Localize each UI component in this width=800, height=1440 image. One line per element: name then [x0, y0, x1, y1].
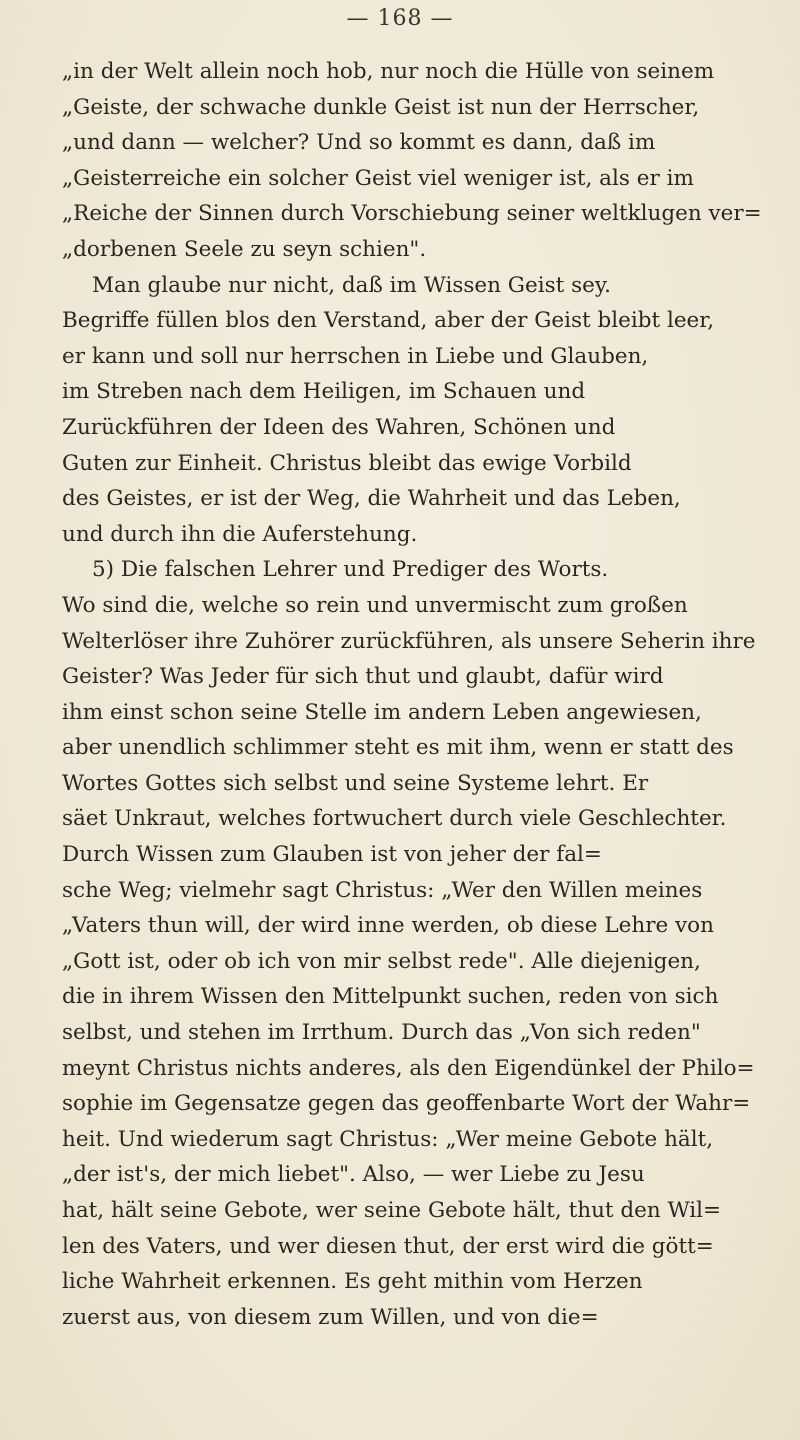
text-line: 5) Die falschen Lehrer und Prediger des Worts.	[92, 557, 609, 583]
text-line: „dorbenen Seele zu seyn schien".	[62, 236, 427, 262]
text-line: Durch Wissen zum Glauben ist von jeher der fal=	[62, 842, 602, 868]
text-line: sophie im Gegensatze gegen das geoffenbarte Wort der Wahr=	[62, 1091, 751, 1117]
page-number: — 168 —	[346, 6, 454, 31]
text-line: heit. Und wiederum sagt Christus: „Wer meine Gebote hält,	[62, 1126, 714, 1152]
text-line: „Gott ist, oder ob ich von mir selbst rede". Alle diejenigen,	[62, 948, 701, 974]
text-line: Wo sind die, welche so rein und unvermischt zum großen	[62, 592, 688, 618]
text-line: zuerst aus, von diesem zum Willen, und von die=	[62, 1304, 599, 1330]
text-line: sche Weg; vielmehr sagt Christus: „Wer den Willen meines	[62, 877, 703, 903]
text-line: Geister? Was Jeder für sich thut und glaubt, dafür wird	[62, 664, 664, 690]
text-line: im Streben nach dem Heiligen, im Schauen und	[62, 379, 586, 405]
text-line: „Geisterreiche ein solcher Geist viel weniger ist, als er im	[62, 165, 694, 191]
text-line: Wortes Gottes sich selbst und seine Systeme lehrt. Er	[62, 770, 649, 796]
text-line: ihm einst schon seine Stelle im andern Leben angewiesen,	[62, 699, 702, 725]
text-line: Man glaube nur nicht, daß im Wissen Geist sey.	[92, 272, 611, 298]
text-line: Begriffe füllen blos den Verstand, aber der Geist bleibt leer,	[62, 308, 715, 334]
text-line: Welterlöser ihre Zuhörer zurückführen, als unsere Seherin ihre	[62, 628, 756, 654]
text-line: „und dann — welcher? Und so kommt es dann, daß im	[62, 130, 656, 156]
text-line: Guten zur Einheit. Christus bleibt das ewige Vorbild	[62, 450, 632, 476]
body-text	[62, 54, 774, 1335]
text-line: meynt Christus nichts anderes, als den Eigendünkel der Philo=	[62, 1055, 755, 1081]
text-line: Zurückführen der Ideen des Wahren, Schönen und	[62, 414, 616, 440]
text-line: liche Wahrheit erkennen. Es geht mithin vom Herzen	[62, 1269, 643, 1295]
text-line: selbst, und stehen im Irrthum. Durch das „Von sich reden"	[62, 1020, 701, 1046]
text-line: „Vaters thun will, der wird inne werden, ob diese Lehre von	[62, 913, 714, 939]
text-line: „in der Welt allein noch hob, nur noch die Hülle von seinem	[62, 59, 715, 84]
text-line: hat, hält seine Gebote, wer seine Gebote hält, thut den Wil=	[62, 1198, 722, 1223]
text-line: und durch ihn die Auferstehung.	[62, 521, 418, 547]
text-line: „Reiche der Sinnen durch Vorschiebung seiner weltklugen ver=	[62, 201, 762, 227]
text-line: „Geiste, der schwache dunkle Geist ist nun der Herrscher,	[62, 94, 700, 120]
text-line: len des Vaters, und wer diesen thut, der erst wird die gött=	[62, 1233, 714, 1259]
text-line: säet Unkraut, welches fortwuchert durch viele Geschlechter.	[62, 806, 727, 832]
text-line: die in ihrem Wissen den Mittelpunkt suchen, reden von sich	[62, 984, 719, 1010]
text-line: aber unendlich schlimmer steht es mit ihm, wenn er statt des	[62, 735, 734, 761]
text-line: des Geistes, er ist der Weg, die Wahrheit und das Leben,	[62, 486, 681, 512]
text-line: er kann und soll nur herrschen in Liebe und Glauben,	[62, 343, 649, 369]
text-line: „der ist's, der mich liebet". Also, — wer Liebe zu Jesu	[62, 1162, 645, 1188]
